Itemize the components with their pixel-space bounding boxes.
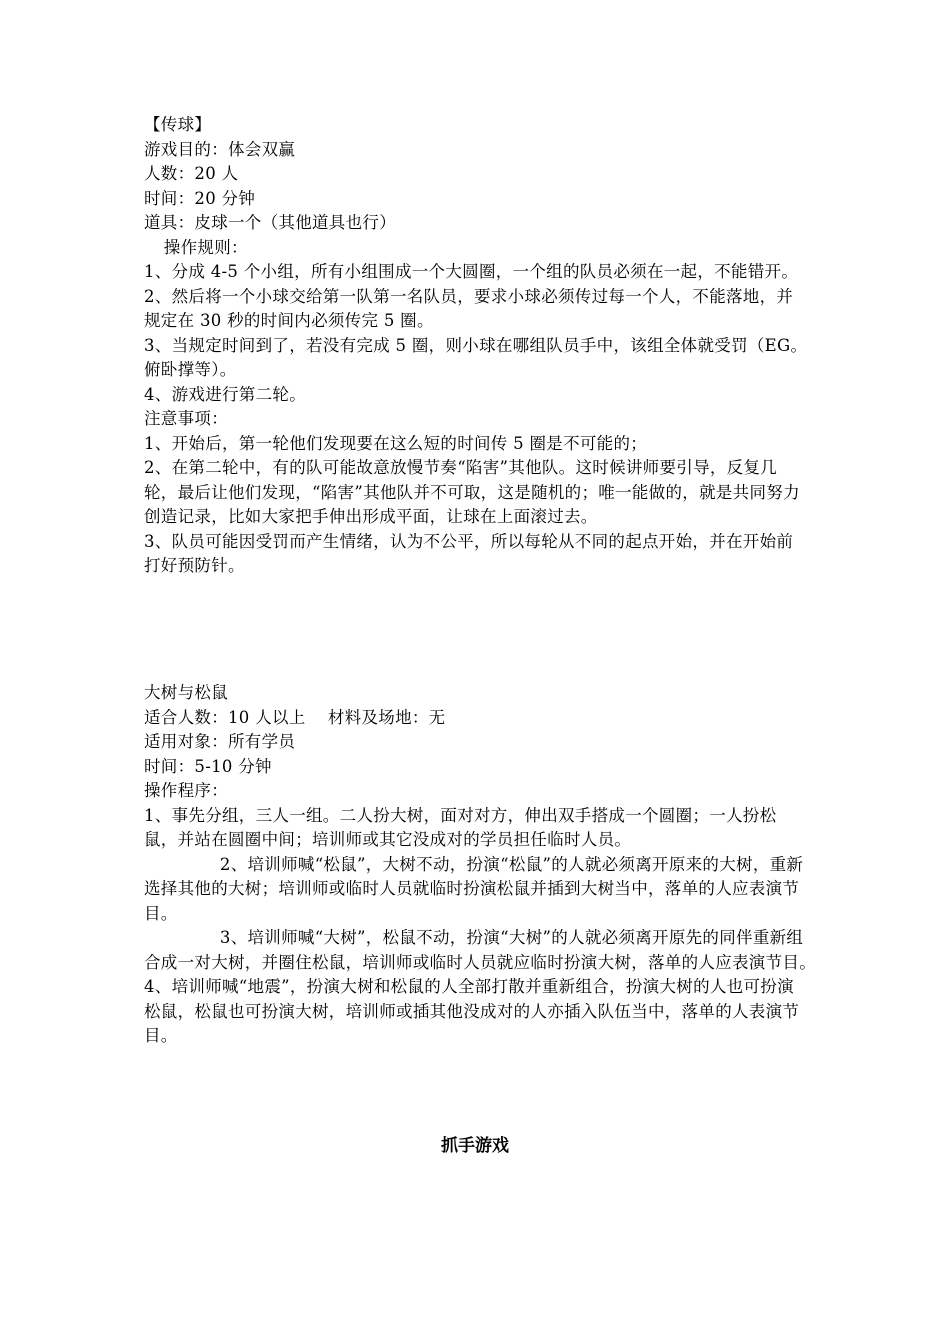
notes-heading: 注意事项：	[144, 409, 228, 428]
procedure-step: 1、事先分组，三人一组。二人扮大树，面对对方，伸出双手搭成一个圆圈；一人扮松鼠，并站在圆圈中间；培训师或其它没成对的学员担任临时人员。	[144, 805, 777, 849]
rule-item: 1、分成 4-5 个小组，所有小组围成一个大圆圈，一个组的队员必须在一起，不能错开。	[144, 262, 799, 281]
rule-item: 3、当规定时间到了，若没有完成 5 圈，则小球在哪组队员手中，该组全体就受罚（EG。俯卧撑等）。	[144, 335, 808, 379]
procedure-step: 3、培训师喊“大树”，松鼠不动，扮演“大树”的人就必须离开原先的同伴重新组合成一对大树，并圈住松鼠，培训师或临时人员就应临时扮演大树，落单的人应表演节目。 4、培训师喊“地震”，扮演大树和松鼠的人全部打散并重新组合，扮演大树的人也可扮演松鼠，松鼠也可扮演大树，培训师或插其他没成对的人亦插入队伍当中，落单的人表演节目。	[144, 928, 831, 1045]
game-purpose: 游戏目的：体会双赢	[144, 139, 296, 159]
note-item: 2、在第二轮中，有的队可能故意放慢节奏“陷害”其他队。这时候讲师要引导，反复几轮，最后让他们发现，“陷害”其他队并不可取，这是随机的；唯一能做的，就是共同努力创造记录，比如大家把手伸出形成平面，让球在上面滚过去。	[144, 458, 800, 526]
rules-heading: 操作规则：	[163, 237, 248, 257]
duration: 时间：20 分钟	[144, 188, 256, 208]
rule-item: 2、然后将一个小球交给第一队第一名队员，要求小球必须传过每一个人，不能落地，并规定在 30 秒的时间内必须传完 5 圈。	[144, 286, 794, 330]
duration: 时间：5-10 分钟	[144, 756, 272, 776]
props: 道具：皮球一个（其他道具也行）	[144, 213, 396, 232]
section-title: 【传球】	[144, 115, 212, 134]
note-item: 3、队员可能因受罚而产生情绪，认为不公平，所以每轮从不同的起点开始，并在开始前打好预防针。	[144, 531, 794, 575]
section-tree-squirrel	[144, 681, 831, 1049]
rule-item: 4、游戏进行第二轮。	[144, 384, 306, 404]
procedure-heading: 操作程序：	[144, 781, 228, 800]
participant-count: 人数：20 人	[144, 164, 239, 183]
section-title-grab-hand: 抓手游戏	[441, 1136, 509, 1156]
section-title: 大树与松鼠	[144, 683, 228, 702]
audience: 适用对象：所有学员	[144, 732, 296, 751]
procedure-step: 2、培训师喊“松鼠”，大树不动，扮演“松鼠”的人就必须离开原来的大树，重新选择其他的大树；培训师或临时人员就临时扮演松鼠并插到大树当中，落单的人应表演节目。	[144, 854, 804, 923]
note-item: 1、开始后，第一轮他们发现要在这么短的时间传 5 圈是不可能的；	[144, 433, 648, 453]
section-pass-ball	[144, 113, 808, 579]
people-and-materials: 适合人数：10 人以上 材料及场地：无	[144, 707, 446, 727]
